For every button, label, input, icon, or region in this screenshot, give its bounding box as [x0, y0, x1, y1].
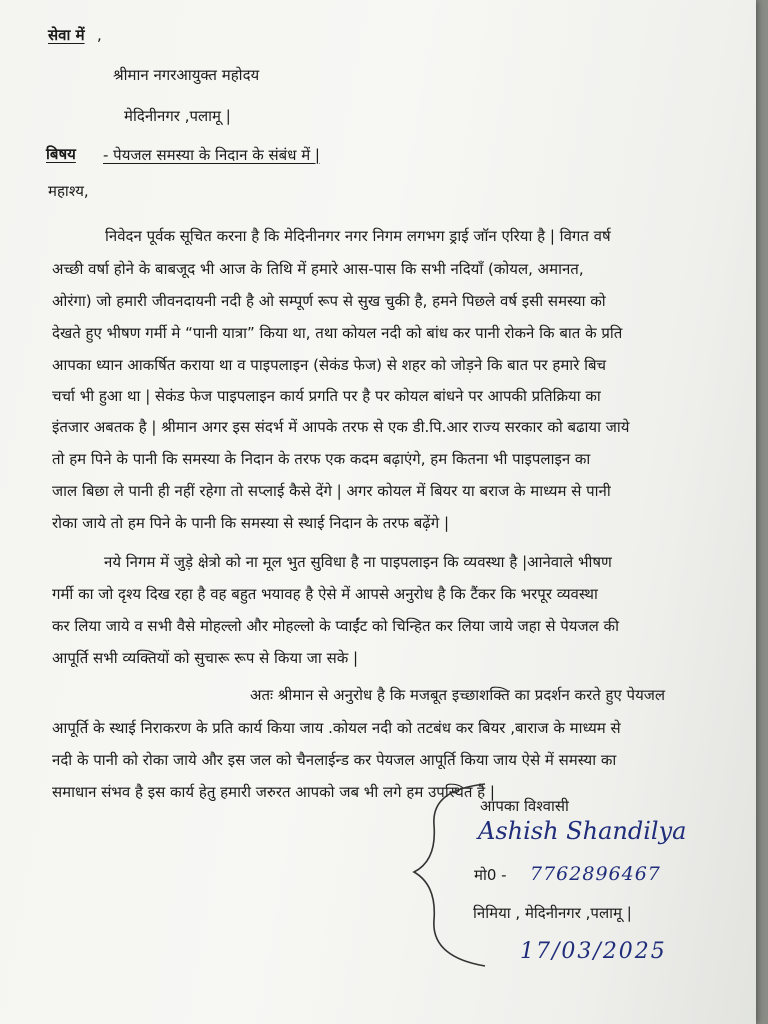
para1-line: तो हम पिने के पानी कि समस्या के निदान के तरफ एक कदम बढ़ाएंगे, हम कितना भी पाइपलाइन का — [52, 450, 591, 468]
para2-line: कर लिया जाये व सभी वैसे मोहल्लो और मोहल्लो के प्वाईंट को चिन्हित कर लिया जाये जहा से पेयजल की — [52, 617, 619, 635]
mobile-number: 7762896467 — [530, 863, 661, 885]
para2-line: आपूर्ति सभी व्यक्तियों को सुचारू रूप से किया जा सके | — [52, 649, 359, 667]
salutation-comma: , — [97, 26, 102, 44]
para2-line: नये निगम में जुड़े क्षेत्रो को ना मूल भुत सुविधा है ना पाइपलाइन कि व्यवस्था है |आनेवाले भीषण — [104, 553, 612, 571]
para1-line: निवेदन पूर्वक सूचित करना है कि मेदिनीनगर नगर निगम लगभग ड्राई जॉन एरिया है | विगत वर्ष — [105, 227, 611, 245]
para1-line: देखते हुए भीषण गर्मी मे “पानी यात्रा” किया था, तथा कोयल नदी को बांध कर पानी रोकने कि बात के प्रति — [52, 324, 623, 342]
para2-line: गर्मी का जो दृश्य दिख रहा है वह बहुत भयावह है ऐसे में आपसे अनुरोध है कि टैंकर कि भरपूर व्यवस्था — [52, 585, 598, 603]
subject-label: बिषय — [46, 145, 76, 163]
addressee-title: श्रीमान नगरआयुक्त महोदय — [113, 66, 260, 84]
sender-address: निमिया , मेदिनीनगर ,पलामू | — [473, 904, 632, 922]
para1-line: चर्चा भी हुआ था | सेकंड फेज पाइपलाइन कार्य प्रगति पर है पर कोयल बांधने पर आपकी प्रतिक्रिया का — [52, 387, 601, 405]
addressee-place: मेदिनीनगर ,पलामू | — [124, 107, 231, 125]
signature: Ashish Shandilya — [478, 817, 687, 845]
para3-line: समाधान संभव है इस कार्य हेतु हमारी जरुरत आपको जब भी लगे हम उपस्थित है | — [52, 783, 495, 801]
para3-line: आपूर्ति के स्थाई निराकरण के प्रति कार्य किया जाय .कोयल नदी को तटबंध कर बियर ,बाराज के माध्यम से — [52, 719, 621, 737]
para1-line: रोका जाये तो हम पिने के पानी कि समस्या से स्थाई निदान के तरफ बढ़ेंगे | — [52, 514, 450, 532]
greeting: महाश्य, — [48, 182, 89, 200]
para3-line: अतः श्रीमान से अनुरोध है कि मजबूत इच्छाशक्ति का प्रदर्शन करते हुए पेयजल — [250, 686, 666, 704]
para1-line: इंतजार अबतक है | श्रीमान अगर इस संदर्भ में आपके तरफ से एक डी.पि.आर राज्य सरकार को बढाया जाये — [52, 418, 630, 436]
salutation-to: सेवा में — [48, 26, 85, 44]
para3-line: नदी के पानी को रोका जाये और इस जल को चैनलाईन्ड कर पेयजल आपूर्ति किया जाय ऐसे में समस्या का — [52, 751, 617, 769]
para1-line: आपका ध्यान आकर्षित कराया था व पाइपलाइन (सेकंड फेज) से शहर को जोड़ने कि बात पर हमारे बिच — [52, 356, 607, 374]
para1-line: अच्छी वर्षा होने के बाबजूद भी आज के तिथि में हमारे आस-पास कि सभी नदियाँ (कोयल, अमानत, — [52, 260, 584, 278]
mobile-label: मो0 - — [474, 866, 507, 884]
closing: आपका विश्वासी — [480, 797, 569, 815]
para1-line: ओरंगा) जो हमारी जीवनदायनी नदी है ओ सम्पूर्ण रूप से सुख चुकी है, हमने पिछले वर्ष इसी समस्या को — [52, 292, 606, 310]
para1-line: जाल बिछा ले पानी ही नहीं रहेगा तो सप्लाई कैसे देंगे | अगर कोयल में बियर या बराज के माध्यम से पानी — [52, 482, 611, 500]
subject-text: - पेयजल समस्या के निदान के संबंध में | — [103, 146, 320, 164]
date: 17/03/2025 — [520, 939, 667, 964]
